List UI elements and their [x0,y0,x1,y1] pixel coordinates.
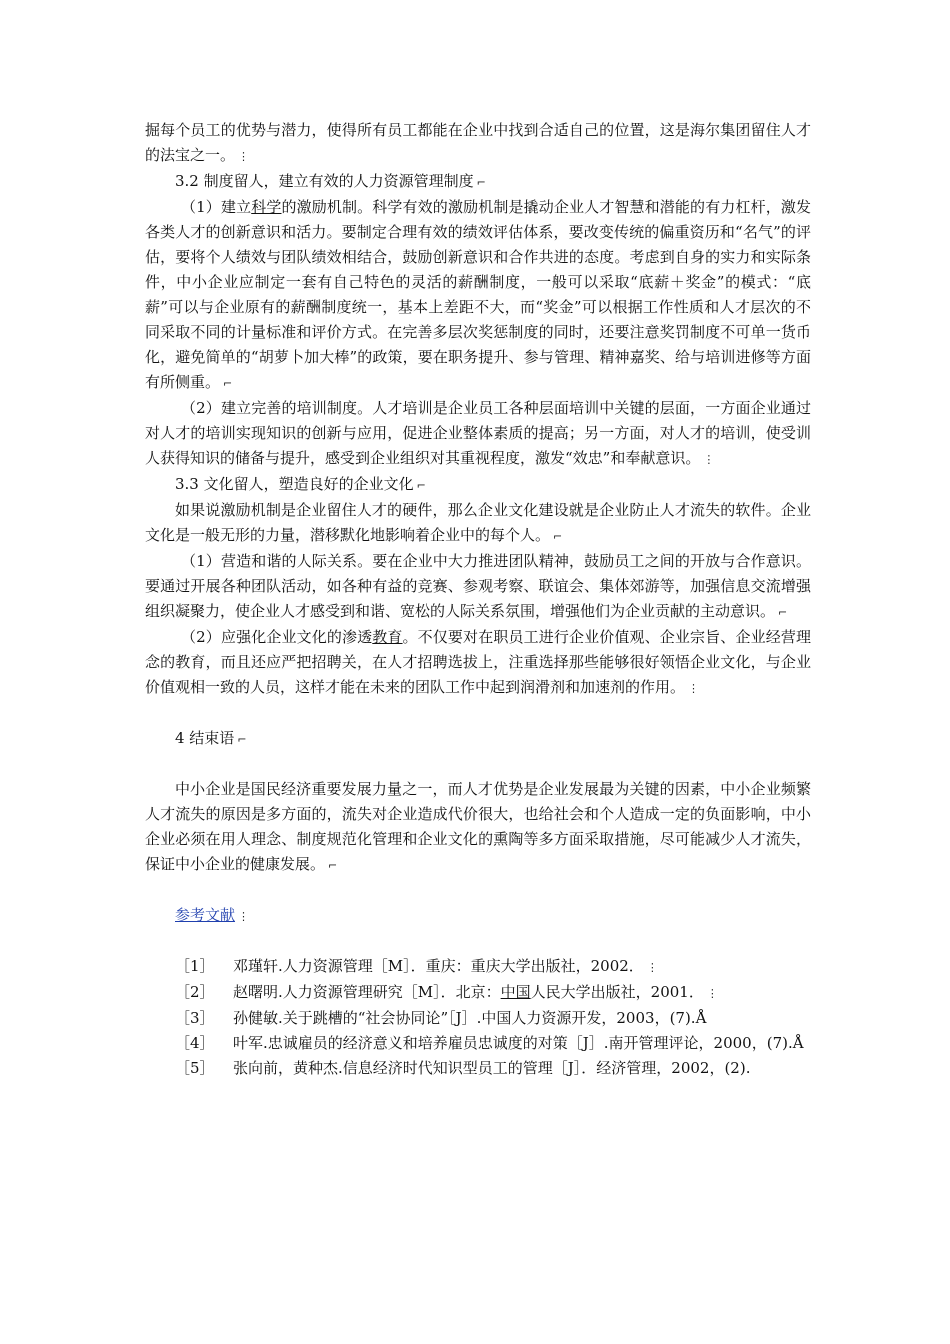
link-science[interactable]: 科学 [251,198,282,216]
return-mark: ⌐ [553,530,563,543]
paragraph-mark: ⋮ [238,910,250,923]
references-heading [145,903,811,929]
blank-line [145,929,811,954]
paragraph-mark: ⋮ [646,961,658,974]
reference-item: ［2］ 赵曙明.人力资源管理研究［M］．北京：中国人民大学出版社，2001． ⋮ [175,983,718,1001]
document-page [145,118,811,1081]
return-mark: ⌐ [328,859,338,872]
paragraph-mark: ⋮ [703,453,715,466]
paragraph-culture-intro: 如果说激励机制是企业留住人才的硬件，那么企业文化建设就是企业防止人才流失的软件。企业文化是一般无形的力量，潜移默化地影响着企业中的每个人。 ⌐ [145,501,811,544]
paragraph-mark: ⋮ [238,150,250,163]
heading-4: 4 结束语 ⌐ [175,729,247,747]
link-references[interactable]: 参考文献 [175,906,236,924]
reference-item: ［5］ 张向前，黄种杰.信息经济时代知识型员工的管理［J］．经济管理，2002，(2). [175,1059,751,1077]
paragraph-incentive: （1）建立科学的激励机制。科学有效的激励机制是撬动企业人才智慧和潜能的有力杠杆，激发各类人才的创新意识和活力。要制定合理有效的绩效评估体系，要改变传统的偏重资历和“名气”的评估，要将个人绩效与团队绩效相结合，鼓励创新意识和合作共进的态度。考虑到自身的实力和实际条件，中小企业应制定一套有自己特色的灵活的薪酬制度，一般可以采取“底薪＋奖金”的模式：“底薪”可以与企业原有的薪酬制度统一，基本上差距不大，而“奖金”可以根据工作性质和人才层次的不同采取不同的计量标准和评价方式。在完善多层次奖惩制度的同时，还要注意奖罚制度不可单一货币化，避免简单的“胡萝卜加大棒”的政策，要在职务提升、参与管理、精神嘉奖、给与培训进修等方面有所侧重。 ⌐ [145,198,811,391]
paragraph-education: （2）应强化企业文化的渗透教育。不仅要对在职员工进行企业价值观、企业宗旨、企业经营理念的教育，而且还应严把招聘关，在人才招聘选拔上，注重选择那些能够很好领悟企业文化，与企业价值观相一致的人员，这样才能在未来的团队工作中起到润滑剂和加速剂的作用。 ⋮ [145,628,811,696]
link-china[interactable]: 中国 [500,983,531,1001]
paragraph-mark: ⋮ [688,682,700,695]
link-education[interactable]: 教育 [372,628,403,646]
return-mark: ⌐ [416,479,426,492]
reference-item: ［1］ 邓瑾轩.人力资源管理［M］．重庆：重庆大学出版社，2002． ⋮ [175,957,658,975]
paragraph-training: （2）建立完善的培训制度。人才培训是企业员工各种层面培训中关键的层面，一方面企业通过对人才的培训实现知识的创新与应用，促进企业整体素质的提高；另一方面，对人才的培训，使受训人获得知识的储备与提升，感受到企业组织对其重视程度，激发“效忠”和奉献意识。 ⋮ [145,399,811,467]
heading-3-2: 3.2 制度留人，建立有效的人力资源管理制度 ⌐ [175,172,486,190]
blank-line [145,752,811,777]
return-mark: ⌐ [476,176,486,189]
return-mark: ⌐ [237,733,247,746]
blank-line [145,878,811,903]
heading-3-3: 3.3 文化留人，塑造良好的企业文化 ⌐ [175,475,426,493]
paragraph-relations: （1）营造和谐的人际关系。要在企业中大力推进团队精神，鼓励员工之间的开放与合作意识。要通过开展各种团队活动，如各种有益的竞赛、参观考察、联谊会、集体郊游等，加强信息交流增强组织凝聚力，使企业人才感受到和谐、宽松的人际关系氛围，增强他们为企业贡献的主动意识。 ⌐ [145,552,811,620]
reference-list [145,954,811,1081]
return-mark: ⌐ [223,377,233,390]
paragraph-conclusion: 中小企业是国民经济重要发展力量之一，而人才优势是企业发展最为关键的因素，中小企业频繁人才流失的原因是多方面的，流失对企业造成代价很大，也给社会和个人造成一定的负面影响，中小企业必须在用人理念、制度规范化管理和企业文化的熏陶等多方面采取措施，尽可能减少人才流失，保证中小企业的健康发展。 ⌐ [145,780,811,873]
paragraph-haier: 掘每个员工的优势与潜力，使得所有员工都能在企业中找到合适自己的位置，这是海尔集团留住人才的法宝之一。 ⋮ [145,121,811,164]
paragraph-mark: ⋮ [706,987,718,1000]
blank-line [145,701,811,726]
return-mark: ⌐ [778,606,788,619]
reference-item: ［3］ 孙健敏.关于跳槽的“社会协同论”［J］.中国人力资源开发，2003，(7).Å [175,1009,707,1027]
reference-item: ［4］ 叶军.忠诚雇员的经济意义和培养雇员忠诚度的对策［J］.南开管理评论，2000，(7).Å [175,1034,804,1052]
